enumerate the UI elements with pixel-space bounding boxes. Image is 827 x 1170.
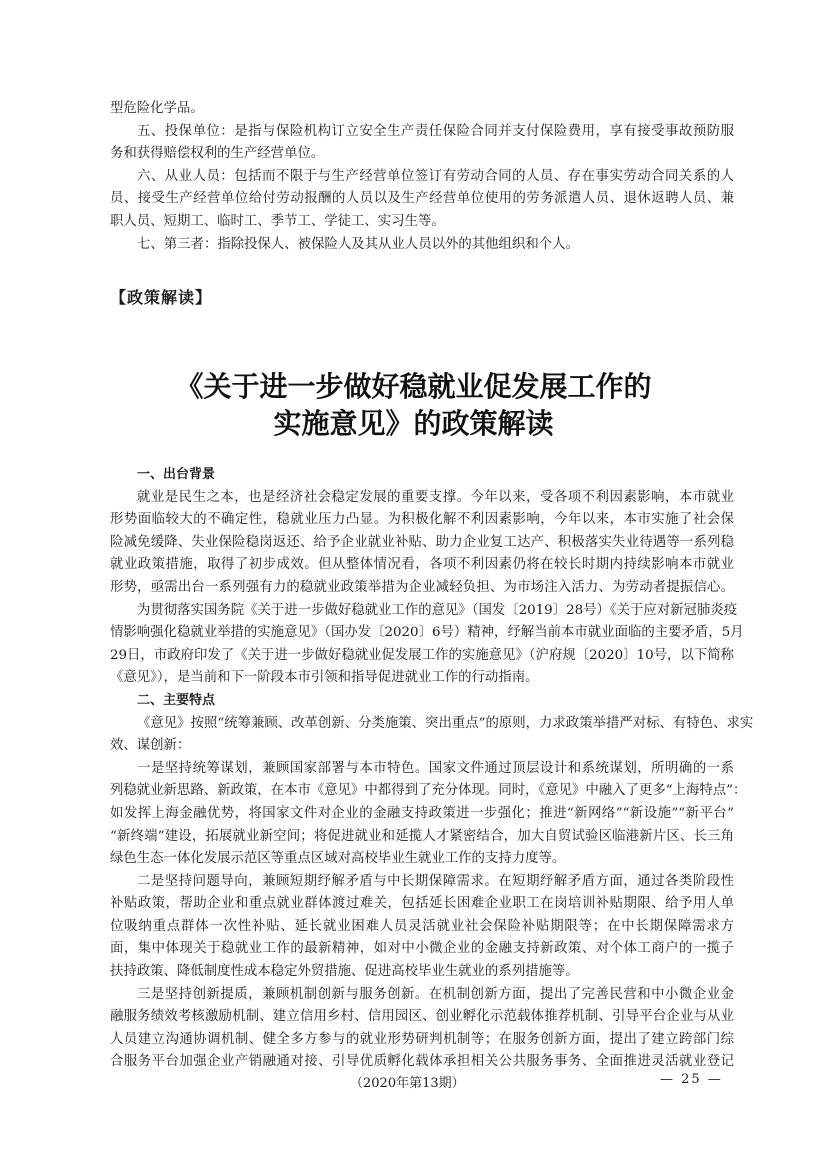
text-line: 《意见》），是当前和下一阶段本市引领和指导促进就业工作的行动指南。 xyxy=(110,670,539,686)
text-line: 补贴政策，帮助企业和重点就业群体渡过难关，包括延长困难企业职工在岗培训补贴期限、给予用人单 xyxy=(110,896,734,912)
text-line: 为贯彻落实国务院《关于进一步做好稳就业工作的意见》（国发〔2019〕28号）《关于应对新冠肺炎疫 xyxy=(137,602,738,618)
section-tag: 【政策解读】 xyxy=(110,288,213,307)
text-line: 就业政策措施，取得了初步成效。但从整体情况看，各项不利因素仍将在较长时期内持续影响本市就业 xyxy=(110,557,734,573)
text-line: 职人员、短期工、临时工、季节工、学徒工、实习生等。 xyxy=(110,213,445,229)
footer-issue-label: （2020年第13期） xyxy=(350,1076,465,1091)
text-line: “新终端”建设，拓展就业新空间；将促进就业和延揽人才紧密结合，加大自贸试验区临港新片区、长三角 xyxy=(110,828,734,844)
text-line: 如发挥上海金融优势，将国家文件对企业的金融支持政策进一步强化；推进“新网络”“新设施”“新平台” xyxy=(110,805,734,821)
text-line: 列稳就业新思路、新政策，在本市《意见》中都得到了充分体现。同时，《意见》中融入了更多“上海特点”： xyxy=(110,783,747,799)
text-line: 扶持政策、降低制度性成本稳定外贸措施、促进高校毕业生就业的系列措施等。 xyxy=(110,964,579,980)
text-line: 29日，市政府印发了《关于进一步做好稳就业促发展工作的实施意见》（沪府规〔2020〕10号，以下简称 xyxy=(110,647,734,663)
section-heading: 一、出台背景 xyxy=(137,467,216,482)
text-line: 效、谋创新： xyxy=(110,738,191,754)
text-line: 二是坚持问题导向，兼顾短期纾解矛盾与中长期保障需求。在短期纾解矛盾方面，通过各类阶段性 xyxy=(137,873,734,889)
text-line: 七、第三者：指除投保人、被保险人及其从业人员以外的其他组织和个人。 xyxy=(137,236,579,252)
text-line: 就业是民生之本，也是经济社会稳定发展的重要支撑。今年以来，受各项不利因素影响，本市就业 xyxy=(137,489,734,505)
text-line: 员、接受生产经营单位给付劳动报酬的人员以及生产经营单位使用的劳务派遣人员、退休返聘人员、兼 xyxy=(110,191,734,207)
text-line: 融服务绩效考核激励机制、建立信用乡村、信用园区、创业孵化示范载体推荐机制、引导平台企业与从业 xyxy=(110,1009,734,1025)
text-line: 合服务平台加强企业产销融通对接、引导优质孵化载体承担相关公共服务事务、全面推进灵活就业登记 xyxy=(110,1054,734,1070)
text-line: 五、投保单位：是指与保险机构订立安全生产责任保险合同并支付保险费用，享有接受事故预防服 xyxy=(137,123,734,139)
text-line: 情影响强化稳就业举措的实施意见》（国办发〔2020〕6号）精神，纾解当前本市就业面临的主要矛盾，5月 xyxy=(110,625,744,641)
text-line: 面，集中体现关于稳就业工作的最新精神，如对中小微企业的金融支持新政策、对个体工商户的一揽子 xyxy=(110,941,734,957)
section-heading: 二、主要特点 xyxy=(137,692,216,708)
text-line: 型危险化学品。 xyxy=(110,101,204,116)
text-line: 务和获得赔偿权利的生产经营单位。 xyxy=(110,146,325,162)
text-line: 险减免缓降、失业保险稳岗返还、给予企业就业补贴、助力企业复工达产、积极落实失业待遇等一系列稳 xyxy=(110,534,734,550)
article-body xyxy=(110,464,754,1074)
text-line: 人员建立沟通协调机制、健全多方参与的就业形势研判机制等；在服务创新方面，提出了建立跨部门综 xyxy=(110,1031,734,1047)
previous-article-tail xyxy=(110,98,734,256)
text-line: 绿色生态一体化发展示范区等重点区域对高校毕业生就业工作的支持力度等。 xyxy=(110,851,566,867)
text-line: 形势面临较大的不确定性，稳就业压力凸显。为积极化解不利因素影响，今年以来，本市实施了社会保 xyxy=(110,512,734,528)
text-line: 形势，亟需出台一系列强有力的稳就业政策举措为企业减轻负担、为市场注入活力、为劳动者提振信心。 xyxy=(110,579,734,595)
text-line: 位吸纳重点群体一次性补贴、延长就业困难人员灵活就业社会保险补贴期限等；在中长期保障需求方 xyxy=(110,918,734,934)
text-line: 三是坚持创新提质，兼顾机制创新与服务创新。在机制创新方面，提出了完善民营和中小微企业金 xyxy=(137,986,734,1002)
article-title-line-1: 《关于进一步做好稳就业促发展工作的 xyxy=(175,370,652,403)
footer-page-number: — 25 — xyxy=(660,1072,723,1087)
text-line: 六、从业人员：包括而不限于与生产经营单位签订有劳动合同的人员、存在事实劳动合同关系的人 xyxy=(137,168,734,184)
text-line: 《意见》按照“统筹兼顾、改革创新、分类施策、突出重点”的原则，力求政策举措严对标、有特色、求实 xyxy=(137,715,754,731)
text-line: 一是坚持统筹谋划，兼顾国家部署与本市特色。国家文件通过顶层设计和系统谋划，所明确的一系 xyxy=(137,760,734,776)
article-title-line-2: 实施意见》的政策解读 xyxy=(273,407,554,440)
